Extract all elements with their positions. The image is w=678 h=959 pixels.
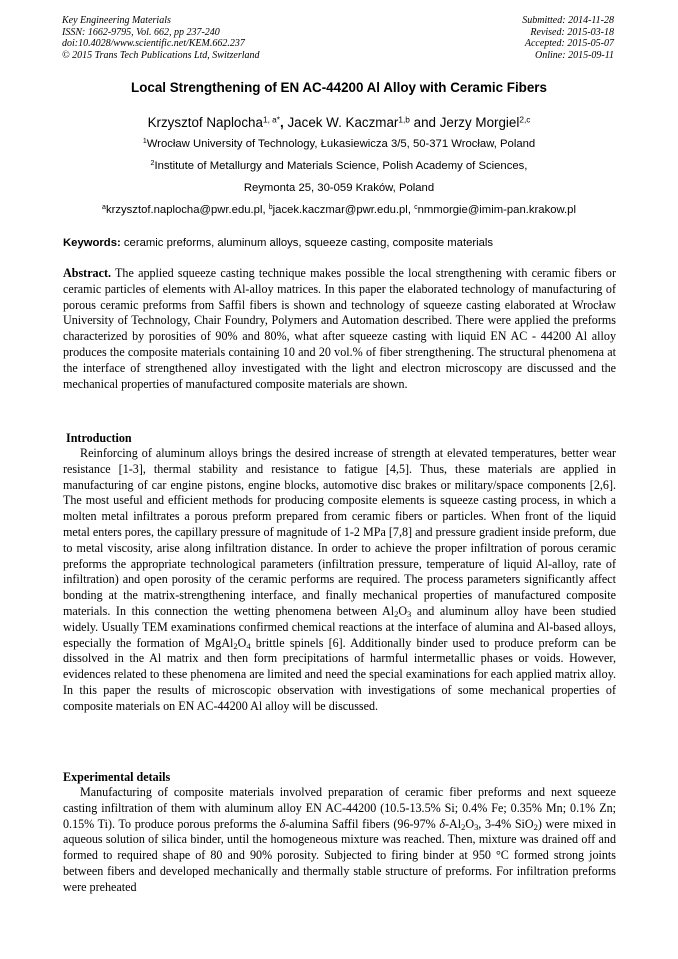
keywords-label: Keywords: <box>63 237 121 249</box>
experimental-paragraph <box>63 785 616 896</box>
author-emails <box>0 204 678 216</box>
email-b: jacek.kaczmar@pwr.edu.pl, <box>272 204 415 216</box>
formula-text: O <box>398 603 408 618</box>
exp-text-3: -Al <box>444 816 462 831</box>
accepted-date: Accepted: 2015-05-07 <box>524 38 614 50</box>
delta-symbol: δ <box>279 816 286 831</box>
keywords <box>63 237 623 249</box>
paper-title: Local Strengthening of EN AC-44200 Al Alloy with Ceramic Fibers <box>131 80 547 95</box>
email-c-mark: c <box>414 204 418 212</box>
intro-text-2: and aluminum alloy have been studied widely. Usually TEM examinations confirmed chemical reactions at the interface of alumina and Al-based alloys, especially the formation of MgAl <box>63 603 617 650</box>
email-a: krzysztof.naplocha@pwr.edu.pl, <box>105 204 269 216</box>
submitted-date: Submitted: 2014-11-28 <box>522 15 614 26</box>
formula-sub: 3 <box>474 821 479 832</box>
author-3: Jerzy Morgiel <box>439 115 520 130</box>
journal-info <box>62 15 260 61</box>
author-separator: , <box>280 115 288 130</box>
intro-text-1: Reinforcing of aluminum alloys brings the desired increase of strength at elevated temperatures, better wear resistance [1-3], thermal stability and resistance to fatigue [4,5]. Thus, these materials are applied in manufacturing of car engine pistons, engine blocks, automotive disc brakes or military/space components [2,6]. The most useful and efficient methods for producing composite elements is squeeze casting process, in which a molten metal infiltrates a porous preform prepared from ceramic fibers or particles. When front of the liquid metal enters pores, the capillary pressure of magnitude of 1-2 MPa [7,8] and pressure gradient inside preform, due to metal viscosity, arise along infiltration distance. In order to achieve the proper infiltration of porous ceramic preforms the appropriate technological parameters (infiltration pressure, temperature of liquid Al-alloy, rate of infiltration) and open porosity of the ceramic performs are required. The process parameters significantly affect bonding at the matrix-strengthening interface, and finally mechanical properties of manufactured composite materials. In this connection the wetting phenomena between Al <box>63 446 616 618</box>
author-1: Krzysztof Naplocha <box>147 115 263 130</box>
journal-name: Key Engineering Materials <box>62 15 171 26</box>
formula-sub: 2 <box>533 821 538 832</box>
affiliation-1-text: Wrocław University of Technology, Łukasiewicza 3/5, 50-371 Wrocław, Poland <box>146 138 536 150</box>
affiliation-2-text: Institute of Metallurgy and Materials Science, Polish Academy of Sciences, <box>154 160 528 172</box>
affiliation-2 <box>0 160 678 172</box>
affiliation-1-mark: 1 <box>142 138 147 146</box>
author-2: Jacek W. Kaczmar <box>287 115 399 130</box>
formula-sub: 2 <box>461 821 466 832</box>
author-separator-and: and <box>409 115 440 130</box>
copyright-line: © 2015 Trans Tech Publications Ltd, Switzerland <box>62 49 260 61</box>
email-a-mark: a <box>102 204 106 212</box>
author-2-mark: 1,b <box>398 114 410 125</box>
affiliation-1 <box>0 138 678 150</box>
exp-text-2: -alumina Saffil fibers (96-97% <box>285 816 440 831</box>
formula-text: O <box>465 816 475 831</box>
doi-line: doi:10.4028/www.scientific.net/KEM.662.237 <box>62 38 245 50</box>
publication-dates <box>522 15 614 61</box>
online-date: Online: 2015-09-11 <box>535 49 614 61</box>
keywords-text: ceramic preforms, aluminum alloys, squeeze casting, composite materials <box>120 237 494 249</box>
affiliation-2-mark: 2 <box>150 160 155 168</box>
exp-text-6: ) were mixed in aqueous solution of silica binder, until the homogeneous mixture was reached. Then, mixture was drained off and formed to required shape of 80 and 90% porosity. Subjected to firing binder at 950 °C formed strong joints between fibers and developed mechanically and thermally stable structure of preforms. For infiltration preforms were preheated <box>63 816 616 894</box>
email-c: nmmorgie@imim-pan.krakow.pl <box>417 204 576 216</box>
exp-text-5: , 3-4% SiO <box>478 816 534 831</box>
formula-sub: 2 <box>233 640 238 651</box>
intro-text-3: brittle spinels [6]. Additionally binder used to produce preform can be dissolved in the Al matrix and then form precipitations of harmful intermetallic phases or voids. However, evidences related to these phenomena are limited and need the special examinations for each applied matrix alloy. In this paper the results of microscopic observation with investigations of some mechanical properties of composite materials on EN AC-44200 Al alloy will be discussed. <box>63 635 616 713</box>
formula-sub: 4 <box>246 640 251 651</box>
revised-date: Revised: 2015-03-18 <box>530 26 614 38</box>
section-heading-introduction: Introduction <box>66 431 132 445</box>
abstract-label: Abstract. <box>63 266 112 280</box>
formula-sub: 3 <box>407 609 412 620</box>
affiliation-2-address: Reymonta 25, 30-059 Kraków, Poland <box>243 182 435 194</box>
issn-line: ISSN: 1662-9795, Vol. 662, pp 237-240 <box>62 26 220 38</box>
author-1-mark: 1, a* <box>262 114 281 125</box>
author-list <box>0 115 678 130</box>
email-b-mark: b <box>268 204 273 212</box>
formula-sub: 2 <box>394 609 399 620</box>
formula-text: O <box>237 635 247 650</box>
abstract <box>63 266 616 392</box>
section-heading-experimental: Experimental details <box>63 770 171 784</box>
abstract-text: The applied squeeze casting technique makes possible the local strengthening with ceramic fibers or ceramic particles of elements with Al-alloy matrices. In this paper the elaborated technology of manufacturing of porous ceramic preforms from Saffil fibers is shown and technology of squeeze casting elaborated at Wrocław University of Technology, Chair Foundry, Polymers and Automation described. There were applied the preforms characterized by porosities of 90% and 80%, what after squeeze casting with liquid EN AC - 44200 Al alloy produces the composite materials containing 10 and 20 vol.% of fiber strengthening. The structural phenomena at the interface of strengthened alloy investigated with the light and electron microscopy are discussed and the mechanical properties of manufactured composite materials are shown. <box>63 266 616 391</box>
delta-symbol: δ <box>439 816 445 831</box>
author-3-mark: 2,c <box>519 114 531 125</box>
exp-text-1: Manufacturing of composite materials involved preparation of ceramic fiber preforms and next squeeze casting infiltration of them with aluminum alloy EN AC-44200 (10.5-13.5% Si; 0.4% Fe; 0.35% Mn; 0.1% Zn; 0.15% Ti). To produce porous preforms the <box>63 785 616 831</box>
introduction-paragraph <box>63 446 616 715</box>
